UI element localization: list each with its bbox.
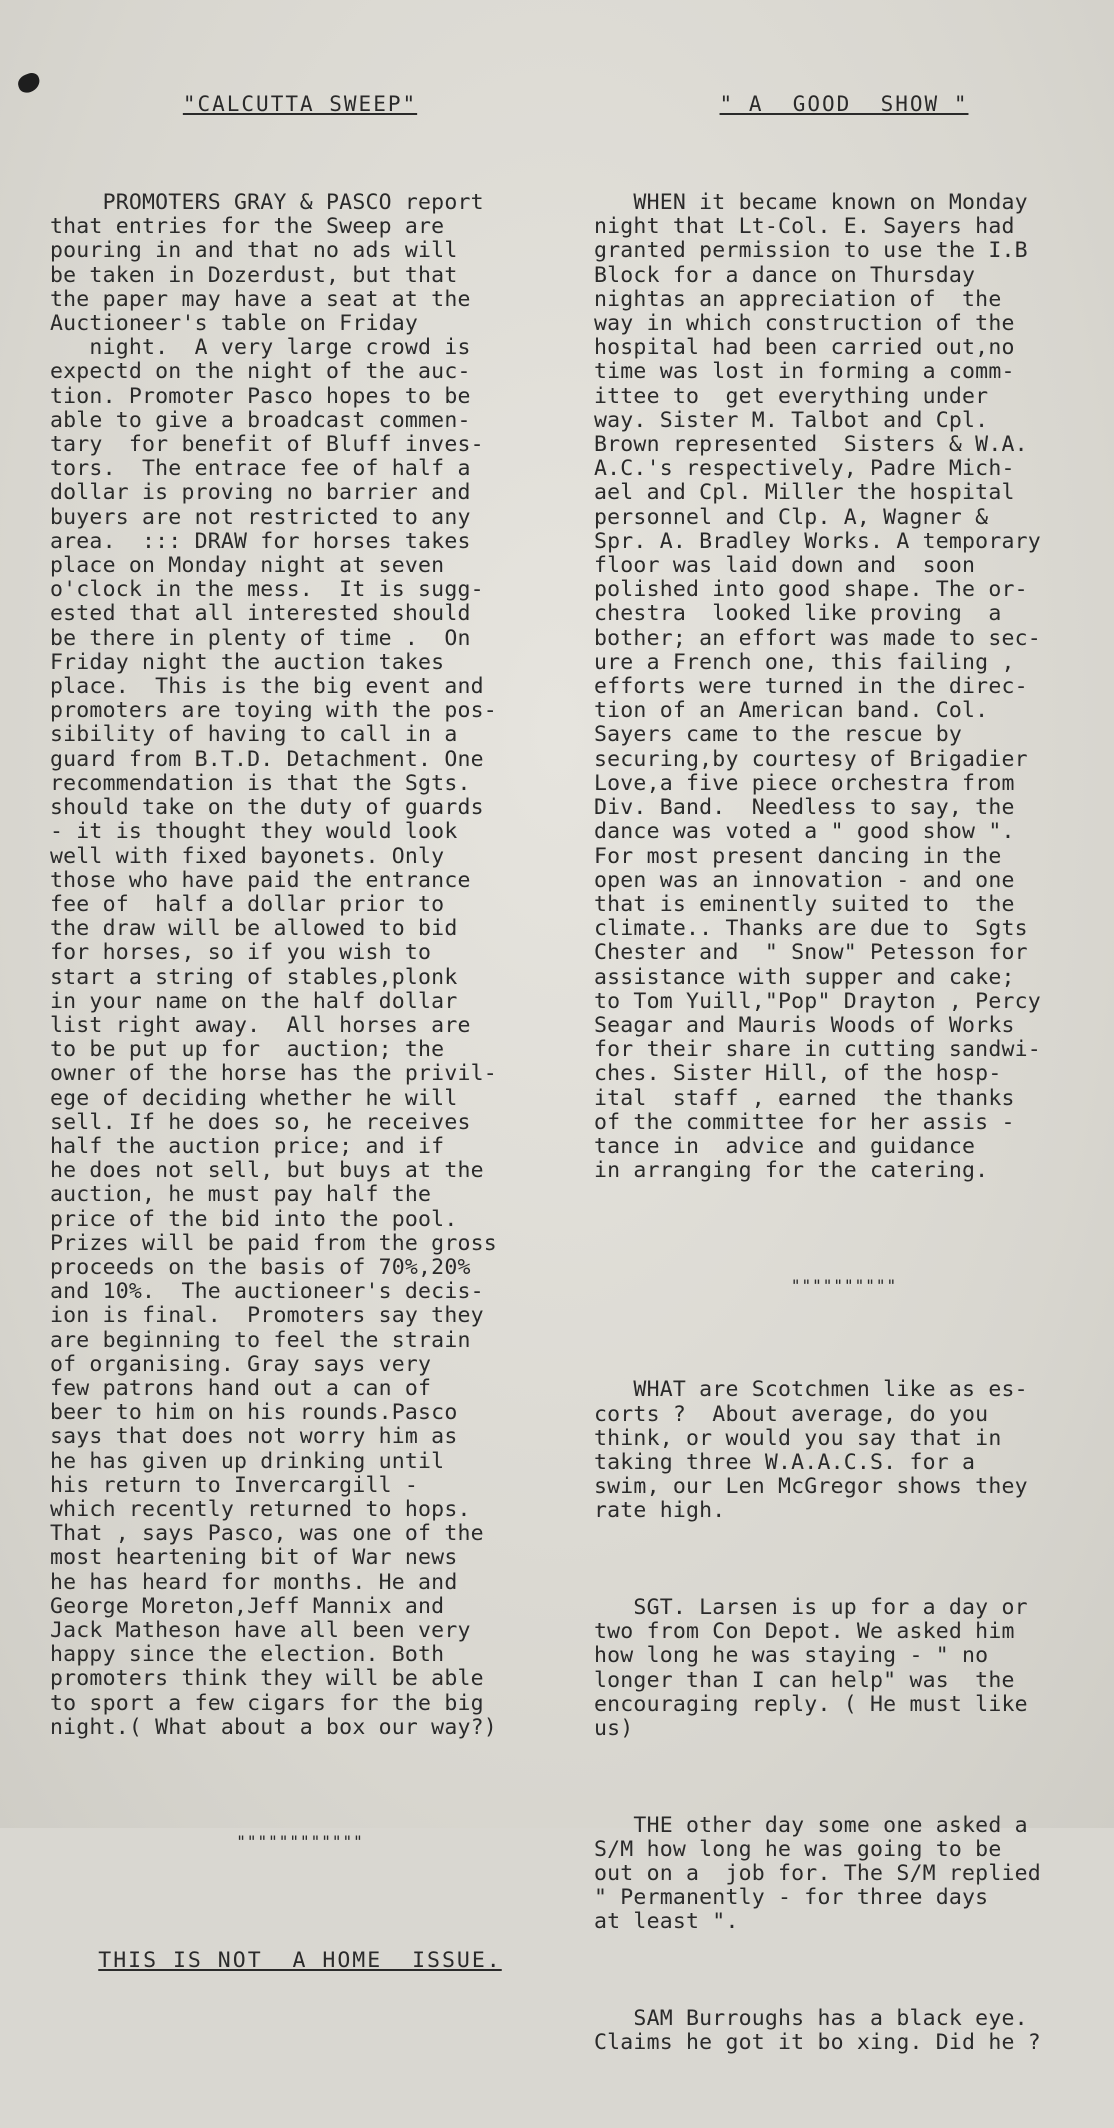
section-separator: """""""""""" (236, 1832, 364, 1852)
scotchmen-paragraph: WHAT are Scotchmen like as es- corts ? About average, do you think, or would you say that in taking three W.A.A.C.S. for a swim, our Len McGregor shows they rate high. (594, 1377, 1028, 1524)
calcutta-sweep-article: PROMOTERS GRAY & PASCO report that entries for the Sweep are pouring in and that no ads will be taken in Dozerdust, but that the paper may have a seat at the Auctioneer's table on Friday night. A very large crowd is expectd on the night of the auc- tion. Promoter Pasco hopes to be able to give a broadcast commen- tary for benefit of Bluff inves- tors. The entrace fee of half a dollar is proving no barrier and buyers are not restricted to any area. ::: DRAW for horses takes place on Monday night at seven o'clock in the mess. It is sugg- ested that all interested should be there in plenty of time . On Friday night the auction takes place. This is the big event and promoters are toying with the pos- sibility of having to call in a guard from B.T.D. Detachment. One recommendation is that the Sgts. should take on the duty of guards - it is thought they would look well with fixed bayonets. Only those who have paid the entrance fee of half a dollar prior to the draw will be allowed to bid for horses, so if you wish to start a string of stables,plonk in your name on the half dollar list right away. All horses are to be put up for auction; the owner of the horse has the privil- ege of deciding whether he will sell. If he does so, he receives half the auction price; and if he does not sell, but buys at the auction, he must pay half the price of the bid into the pool. Prizes will be paid from the gross proceeds on the basis of 70%,20% and 10%. The auctioneer's decis- ion is final. Promoters say they are beginning to feel the strain of organising. Gray says very few patrons hand out a can of beer to him on his rounds.Pasco says that does not worry him as he has given up drinking until his return to Invercargill - which recently returned to hops. That , says Pasco, was one of the most heartening bit of War news he has heard for months. He and George Moreton,Jeff Mannix and Jack Matheson have all been very happy since the election. Both promoters think they will be able to sport a few cigars for the big night.( What about a box our way?) (50, 190, 497, 1740)
good-show-heading: " A GOOD SHOW " (719, 92, 969, 117)
larsen-paragraph: SGT. Larsen is up for a day or two from Con Depot. We asked him how long he was staying - " no longer than I can help" was the encouraging reply. ( He must like us) (594, 1594, 1028, 1741)
good-show-article: WHEN it became known on Monday night that Lt-Col. E. Sayers had granted permission to use the I.B Block for a dance on Thursday nightas an appreciation of the way in which construction of the hospital had been carried out,no time was lost in forming a comm- ittee to get everything under way. Sister M. Talbot and Cpl. Brown represented Sisters & W.A. A.C.'s respectively, Padre Mich- ael and Cpl. Miller the hospital personnel and Clp. A, Wagner & Spr. A. Bradley Works. A temporary floor was laid down and soon polished into good shape. The or- chestra looked like proving a bother; an effort was made to sec- ure a French one, this failing , efforts were turned in the direc- tion of an American band. Col. Sayers came to the rescue by securing,by courtesy of Brigadier Love,a five piece orchestra from Div. Band. Needless to say, the dance was voted a " good show ". For most present dancing in the open was an innovation - and one that is eminently suited to the climate.. Thanks are due to Sgts Chester and " Snow" Petesson for assistance with supper and cake; to Tom Yuill,"Pop" Drayton , Percy Seagar and Mauris Woods of Works for their share in cutting sandwi- ches. Sister Hill, of the hosp- ital staff , earned the thanks of the committee for her assis - tance in advice and guidance in arranging for the catering. (594, 190, 1041, 1184)
ink-smudge (16, 71, 43, 95)
right-column (594, 44, 1094, 2128)
burroughs-paragraph: SAM Burroughs has a black eye. Claims he got it bo xing. Did he ? (594, 2006, 1041, 2056)
section-separator: """""""""" (790, 1275, 898, 1295)
sm-paragraph: THE other day some one asked a S/M how long he was going to be out on a job for. The S/M replied " Permanently - for three days at least ". (594, 1812, 1041, 1935)
left-column (50, 44, 550, 2022)
calcutta-sweep-heading: "CALCUTTA SWEEP" (182, 92, 418, 117)
home-issue-notice: THIS IS NOT A HOME ISSUE. (98, 1948, 502, 1974)
